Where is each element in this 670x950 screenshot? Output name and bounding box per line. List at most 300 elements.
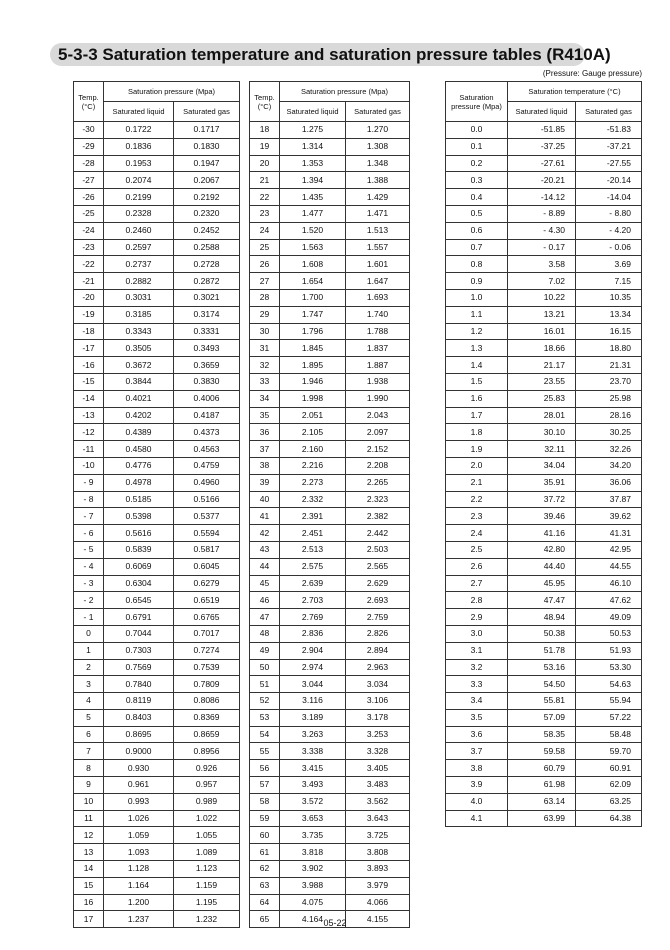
row-key-cell: 26	[250, 256, 280, 273]
saturated-liquid-cell: 1.200	[104, 894, 174, 911]
saturated-gas-cell: 0.7539	[174, 659, 240, 676]
row-key-cell: 36	[250, 424, 280, 441]
saturated-gas-cell: 0.4960	[174, 474, 240, 491]
col-saturated-liquid-header: Saturated liquid	[280, 102, 346, 122]
saturated-gas-cell: 59.70	[576, 743, 642, 760]
saturated-liquid-cell: - 4.30	[508, 222, 576, 239]
row-key-cell: -13	[74, 407, 104, 424]
table-row	[250, 155, 410, 172]
saturated-liquid-cell: 2.974	[280, 659, 346, 676]
row-key-cell: 0.0	[446, 122, 508, 139]
row-key-cell: 4	[74, 693, 104, 710]
row-key-cell: 49	[250, 642, 280, 659]
saturated-liquid-cell: 2.105	[280, 424, 346, 441]
saturated-gas-cell: 0.8086	[174, 693, 240, 710]
row-key-cell: 47	[250, 609, 280, 626]
row-key-cell: 11	[74, 810, 104, 827]
table-row	[446, 407, 642, 424]
table-row	[446, 340, 642, 357]
saturated-gas-cell: 62.09	[576, 777, 642, 794]
table-row	[250, 508, 410, 525]
table-row	[250, 205, 410, 222]
saturated-gas-cell: 3.725	[346, 827, 410, 844]
saturated-gas-cell: 0.2588	[174, 239, 240, 256]
row-key-cell: -16	[74, 357, 104, 374]
row-key-cell: 0.2	[446, 155, 508, 172]
row-key-cell: 15	[74, 877, 104, 894]
row-key-cell: 56	[250, 760, 280, 777]
row-key-cell: 41	[250, 508, 280, 525]
col-saturated-gas-header: Saturated gas	[174, 102, 240, 122]
saturated-gas-cell: 0.8659	[174, 726, 240, 743]
saturated-gas-cell: 1.429	[346, 189, 410, 206]
saturated-liquid-cell: 3.493	[280, 777, 346, 794]
saturated-liquid-cell: 0.5839	[104, 541, 174, 558]
table-row	[446, 726, 642, 743]
row-key-cell: 1.9	[446, 441, 508, 458]
table-row	[250, 609, 410, 626]
saturated-gas-cell: 1.938	[346, 373, 410, 390]
saturated-liquid-cell: 18.66	[508, 340, 576, 357]
table-row	[446, 457, 642, 474]
saturated-gas-cell: 63.25	[576, 793, 642, 810]
table-row	[74, 390, 240, 407]
saturated-gas-cell: 36.06	[576, 474, 642, 491]
row-key-cell: 27	[250, 273, 280, 290]
row-key-cell: 2.8	[446, 592, 508, 609]
saturated-liquid-cell: 0.2074	[104, 172, 174, 189]
saturated-liquid-cell: 0.7044	[104, 625, 174, 642]
table-row	[250, 172, 410, 189]
row-key-cell: - 3	[74, 575, 104, 592]
saturated-gas-cell: 21.31	[576, 357, 642, 374]
row-key-cell: -19	[74, 306, 104, 323]
saturated-gas-cell: 0.7809	[174, 676, 240, 693]
col-saturated-liquid-header: Saturated liquid	[104, 102, 174, 122]
table-row	[74, 743, 240, 760]
table-row	[250, 693, 410, 710]
table-row	[74, 861, 240, 878]
row-key-cell: 35	[250, 407, 280, 424]
row-key-cell: 53	[250, 709, 280, 726]
saturated-liquid-cell: 1.796	[280, 323, 346, 340]
row-key-cell: 3.5	[446, 709, 508, 726]
saturated-liquid-cell: 1.747	[280, 306, 346, 323]
table-row	[250, 659, 410, 676]
table-row	[446, 239, 642, 256]
saturated-liquid-cell: 1.654	[280, 273, 346, 290]
saturated-liquid-cell: 0.2199	[104, 189, 174, 206]
table-row	[446, 390, 642, 407]
row-key-cell: 3	[74, 676, 104, 693]
saturated-gas-cell: 54.63	[576, 676, 642, 693]
row-key-cell: 1.1	[446, 306, 508, 323]
row-key-cell: 29	[250, 306, 280, 323]
row-key-cell: 6	[74, 726, 104, 743]
row-key-cell: 1.7	[446, 407, 508, 424]
row-key-cell: 1.0	[446, 289, 508, 306]
saturated-liquid-cell: 2.273	[280, 474, 346, 491]
row-key-cell: 28	[250, 289, 280, 306]
saturated-liquid-cell: 13.21	[508, 306, 576, 323]
saturated-liquid-cell: 51.78	[508, 642, 576, 659]
saturated-liquid-cell: 0.8403	[104, 709, 174, 726]
table-row	[74, 155, 240, 172]
saturated-gas-cell: 64.38	[576, 810, 642, 827]
row-key-cell: 1.3	[446, 340, 508, 357]
saturated-gas-cell: 1.055	[174, 827, 240, 844]
table-row	[250, 306, 410, 323]
saturated-liquid-cell: 0.4978	[104, 474, 174, 491]
saturated-gas-cell: 0.2728	[174, 256, 240, 273]
row-key-cell: 64	[250, 894, 280, 911]
saturated-liquid-cell: 3.263	[280, 726, 346, 743]
saturated-liquid-cell: 32.11	[508, 441, 576, 458]
table-row	[74, 373, 240, 390]
saturated-liquid-cell: 2.160	[280, 441, 346, 458]
saturated-liquid-cell: 0.961	[104, 777, 174, 794]
saturated-gas-cell: 3.979	[346, 877, 410, 894]
table-row	[74, 189, 240, 206]
saturated-liquid-cell: -27.61	[508, 155, 576, 172]
table-row	[74, 810, 240, 827]
saturated-liquid-cell: 1.237	[104, 911, 174, 928]
table-row	[74, 172, 240, 189]
table-row	[250, 777, 410, 794]
row-key-cell: 13	[74, 844, 104, 861]
saturated-liquid-cell: 61.98	[508, 777, 576, 794]
row-key-cell: 4.1	[446, 810, 508, 827]
row-key-cell: 0.4	[446, 189, 508, 206]
saturated-liquid-cell: 0.3185	[104, 306, 174, 323]
saturated-liquid-cell: 1.093	[104, 844, 174, 861]
saturated-gas-cell: -14.04	[576, 189, 642, 206]
row-key-cell: - 6	[74, 525, 104, 542]
saturated-gas-cell: 60.91	[576, 760, 642, 777]
row-key-cell: 44	[250, 558, 280, 575]
saturated-gas-cell: 2.503	[346, 541, 410, 558]
saturated-gas-cell: 2.963	[346, 659, 410, 676]
table-row	[250, 793, 410, 810]
row-key-cell: 14	[74, 861, 104, 878]
saturated-gas-cell: 3.328	[346, 743, 410, 760]
saturated-gas-cell: 1.990	[346, 390, 410, 407]
saturated-gas-cell: 28.16	[576, 407, 642, 424]
table-row	[446, 508, 642, 525]
saturated-liquid-cell: 1.394	[280, 172, 346, 189]
saturated-liquid-cell: - 8.89	[508, 205, 576, 222]
saturated-gas-cell: 23.70	[576, 373, 642, 390]
table-row	[74, 138, 240, 155]
row-key-cell: 63	[250, 877, 280, 894]
table-row	[250, 441, 410, 458]
table-row	[74, 306, 240, 323]
row-key-cell: 46	[250, 592, 280, 609]
col-temperature-group-header: Saturation temperature (°C)	[508, 82, 642, 102]
table-row	[250, 709, 410, 726]
saturated-liquid-cell: 2.216	[280, 457, 346, 474]
col-pressure-header: Saturation pressure (Mpa)	[446, 82, 508, 122]
table-row	[446, 541, 642, 558]
saturated-gas-cell: 1.232	[174, 911, 240, 928]
saturated-liquid-cell: - 0.17	[508, 239, 576, 256]
saturated-liquid-cell: 4.164	[280, 911, 346, 928]
saturated-gas-cell: 1.388	[346, 172, 410, 189]
saturated-liquid-cell: 0.4389	[104, 424, 174, 441]
table-row	[74, 239, 240, 256]
saturated-liquid-cell: 0.3343	[104, 323, 174, 340]
table-row	[250, 877, 410, 894]
saturated-liquid-cell: 0.3505	[104, 340, 174, 357]
row-key-cell: 21	[250, 172, 280, 189]
table-row	[74, 777, 240, 794]
saturated-gas-cell: 1.270	[346, 122, 410, 139]
saturated-gas-cell: 0.3331	[174, 323, 240, 340]
row-key-cell: 0	[74, 625, 104, 642]
col-saturated-liquid-header: Saturated liquid	[508, 102, 576, 122]
saturated-liquid-cell: 0.2460	[104, 222, 174, 239]
row-key-cell: 3.2	[446, 659, 508, 676]
row-key-cell: -25	[74, 205, 104, 222]
table-row	[74, 726, 240, 743]
table-row	[446, 743, 642, 760]
table-row	[74, 827, 240, 844]
table-row	[250, 390, 410, 407]
table-row	[250, 239, 410, 256]
saturated-liquid-cell: 1.563	[280, 239, 346, 256]
col-pressure-group-header: Saturation pressure (Mpa)	[104, 82, 240, 102]
table-row	[250, 592, 410, 609]
saturated-gas-cell: 1.740	[346, 306, 410, 323]
table-row	[446, 760, 642, 777]
row-key-cell: 2.9	[446, 609, 508, 626]
saturated-gas-cell: 3.808	[346, 844, 410, 861]
table-row	[250, 541, 410, 558]
row-key-cell: 50	[250, 659, 280, 676]
saturated-liquid-cell: 59.58	[508, 743, 576, 760]
table-row	[74, 407, 240, 424]
saturated-liquid-cell: 0.1836	[104, 138, 174, 155]
saturated-gas-cell: 0.957	[174, 777, 240, 794]
saturated-gas-cell: - 0.06	[576, 239, 642, 256]
saturated-gas-cell: 2.097	[346, 424, 410, 441]
saturated-gas-cell: 3.106	[346, 693, 410, 710]
saturated-liquid-cell: 37.72	[508, 491, 576, 508]
row-key-cell: -10	[74, 457, 104, 474]
saturated-liquid-cell: 3.653	[280, 810, 346, 827]
saturated-gas-cell: 10.35	[576, 289, 642, 306]
saturated-gas-cell: 16.15	[576, 323, 642, 340]
saturated-gas-cell: 0.8369	[174, 709, 240, 726]
table-row	[250, 558, 410, 575]
table-row	[446, 122, 642, 139]
table-row	[250, 827, 410, 844]
row-key-cell: 2.1	[446, 474, 508, 491]
saturated-gas-cell: 4.155	[346, 911, 410, 928]
row-key-cell: 3.0	[446, 625, 508, 642]
saturated-gas-cell: 47.62	[576, 592, 642, 609]
saturated-liquid-cell: 0.993	[104, 793, 174, 810]
row-key-cell: -17	[74, 340, 104, 357]
saturated-liquid-cell: 0.4776	[104, 457, 174, 474]
saturated-gas-cell: 2.265	[346, 474, 410, 491]
saturated-gas-cell: 1.123	[174, 861, 240, 878]
table-row	[74, 844, 240, 861]
saturated-gas-cell: 3.562	[346, 793, 410, 810]
saturated-liquid-cell: 54.50	[508, 676, 576, 693]
table-row	[446, 609, 642, 626]
table-row	[74, 575, 240, 592]
table-row	[250, 122, 410, 139]
row-key-cell: 59	[250, 810, 280, 827]
table-temp-minus30-to-17	[73, 81, 240, 928]
saturated-gas-cell: 0.8956	[174, 743, 240, 760]
table-row	[74, 877, 240, 894]
table-row	[446, 592, 642, 609]
saturated-liquid-cell: 2.904	[280, 642, 346, 659]
saturated-gas-cell: 2.043	[346, 407, 410, 424]
saturated-liquid-cell: 28.01	[508, 407, 576, 424]
saturated-gas-cell: -37.21	[576, 138, 642, 155]
table-row	[250, 491, 410, 508]
row-key-cell: 0.7	[446, 239, 508, 256]
saturated-liquid-cell: 2.332	[280, 491, 346, 508]
row-key-cell: 19	[250, 138, 280, 155]
saturated-liquid-cell: 2.639	[280, 575, 346, 592]
saturated-gas-cell: 1.837	[346, 340, 410, 357]
row-key-cell: 1.8	[446, 424, 508, 441]
saturated-gas-cell: 0.3830	[174, 373, 240, 390]
saturated-liquid-cell: 4.075	[280, 894, 346, 911]
saturated-gas-cell: 1.601	[346, 256, 410, 273]
row-key-cell: 65	[250, 911, 280, 928]
saturated-gas-cell: 0.5377	[174, 508, 240, 525]
row-key-cell: 7	[74, 743, 104, 760]
table-row	[446, 205, 642, 222]
table-row	[250, 743, 410, 760]
table-row	[74, 659, 240, 676]
row-key-cell: 0.6	[446, 222, 508, 239]
saturated-liquid-cell: 1.353	[280, 155, 346, 172]
row-key-cell: - 9	[74, 474, 104, 491]
saturated-liquid-cell: -37.25	[508, 138, 576, 155]
row-key-cell: -20	[74, 289, 104, 306]
table-row	[250, 373, 410, 390]
table-row	[446, 256, 642, 273]
saturated-gas-cell: 0.5166	[174, 491, 240, 508]
table-row	[250, 844, 410, 861]
table-row	[250, 726, 410, 743]
table-row	[446, 357, 642, 374]
table-pressure-to-temperature	[445, 81, 642, 827]
row-key-cell: 3.4	[446, 693, 508, 710]
row-key-cell: 34	[250, 390, 280, 407]
table-row	[74, 793, 240, 810]
table-row	[446, 491, 642, 508]
saturated-gas-cell: 51.93	[576, 642, 642, 659]
saturated-gas-cell: 2.693	[346, 592, 410, 609]
saturated-liquid-cell: 1.477	[280, 205, 346, 222]
saturated-gas-cell: 39.62	[576, 508, 642, 525]
saturated-liquid-cell: 0.4021	[104, 390, 174, 407]
saturated-liquid-cell: 3.415	[280, 760, 346, 777]
row-key-cell: 4.0	[446, 793, 508, 810]
saturated-gas-cell: 0.4187	[174, 407, 240, 424]
saturated-gas-cell: 0.2872	[174, 273, 240, 290]
table-row	[74, 289, 240, 306]
row-key-cell: 45	[250, 575, 280, 592]
saturated-liquid-cell: 0.5616	[104, 525, 174, 542]
table-row	[250, 222, 410, 239]
table-row	[74, 541, 240, 558]
saturated-liquid-cell: 1.608	[280, 256, 346, 273]
saturated-gas-cell: 1.308	[346, 138, 410, 155]
saturated-liquid-cell: 3.189	[280, 709, 346, 726]
saturated-gas-cell: 0.3174	[174, 306, 240, 323]
saturated-gas-cell: - 4.20	[576, 222, 642, 239]
table-row	[74, 760, 240, 777]
saturated-gas-cell: 1.471	[346, 205, 410, 222]
saturated-liquid-cell: 1.026	[104, 810, 174, 827]
row-key-cell: 57	[250, 777, 280, 794]
saturated-liquid-cell: 63.99	[508, 810, 576, 827]
table-row	[74, 709, 240, 726]
saturated-gas-cell: 44.55	[576, 558, 642, 575]
saturated-liquid-cell: 3.338	[280, 743, 346, 760]
saturated-liquid-cell: 58.35	[508, 726, 576, 743]
row-key-cell: - 1	[74, 609, 104, 626]
table-row	[250, 642, 410, 659]
saturated-liquid-cell: 0.2597	[104, 239, 174, 256]
saturated-gas-cell: 18.80	[576, 340, 642, 357]
row-key-cell: 23	[250, 205, 280, 222]
table-row	[74, 122, 240, 139]
row-key-cell: 0.5	[446, 205, 508, 222]
row-key-cell: 0.3	[446, 172, 508, 189]
table-row	[74, 894, 240, 911]
table-row	[446, 810, 642, 827]
saturated-liquid-cell: 3.58	[508, 256, 576, 273]
table-row	[446, 273, 642, 290]
saturated-liquid-cell: 0.3031	[104, 289, 174, 306]
saturated-liquid-cell: 1.845	[280, 340, 346, 357]
saturated-gas-cell: 2.208	[346, 457, 410, 474]
saturated-gas-cell: 55.94	[576, 693, 642, 710]
row-key-cell: 9	[74, 777, 104, 794]
col-saturated-gas-header: Saturated gas	[576, 102, 642, 122]
saturated-gas-cell: 3.253	[346, 726, 410, 743]
row-key-cell: 32	[250, 357, 280, 374]
saturated-gas-cell: 0.5817	[174, 541, 240, 558]
table-row	[74, 508, 240, 525]
saturated-gas-cell: 0.6519	[174, 592, 240, 609]
saturated-liquid-cell: 0.2328	[104, 205, 174, 222]
saturated-liquid-cell: 0.7840	[104, 676, 174, 693]
table-row	[74, 205, 240, 222]
table-row	[250, 357, 410, 374]
table-row	[250, 407, 410, 424]
saturated-liquid-cell: 1.895	[280, 357, 346, 374]
row-key-cell: 3.3	[446, 676, 508, 693]
col-saturated-gas-header: Saturated gas	[346, 102, 410, 122]
saturated-gas-cell: 34.20	[576, 457, 642, 474]
saturated-liquid-cell: 63.14	[508, 793, 576, 810]
row-key-cell: 1.4	[446, 357, 508, 374]
table-row	[250, 424, 410, 441]
row-key-cell: -23	[74, 239, 104, 256]
saturated-liquid-cell: -51.85	[508, 122, 576, 139]
table-row	[446, 709, 642, 726]
